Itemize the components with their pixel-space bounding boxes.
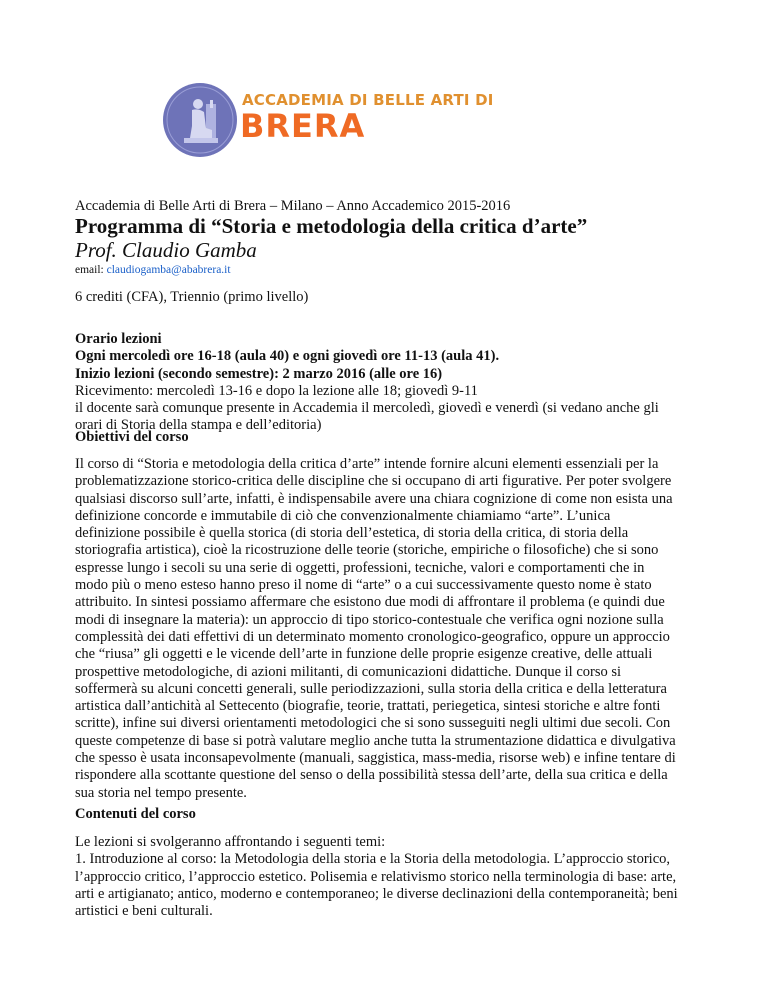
paragraph-line: problematizzazione storico-critica delle discipline che si occupano di arti figurative. Per poter svolgere [75, 473, 672, 490]
contents-heading: Contenuti del corso [75, 806, 196, 822]
schedule-line: Ogni mercoledì ore 16-18 (aula 40) e ogni giovedì ore 11-13 (aula 41). [75, 348, 500, 365]
program-title: Programma di “Storia e metodologia della critica d’arte” [75, 214, 588, 238]
brera-logo [160, 82, 560, 154]
schedule-heading: Orario lezioni [75, 331, 162, 347]
paragraph-line: definizione concorde e immutabile di ciò che convenzionalmente chiamiamo “arte”. L’unica [75, 507, 611, 524]
paragraph-line: definizione possibile è quella storica (di storia dell’estetica, di storia della critica, di storia della [75, 525, 629, 542]
professor-name: Prof. Claudio Gamba [75, 238, 257, 262]
paragraph-line: soffermerà su alcuni concetti generali, sulle periodizzazioni, sulla storia della critica e della letteratura [75, 680, 667, 697]
contents-intro: Le lezioni si svolgeranno affrontando i seguenti temi: [75, 834, 386, 850]
contents-line: 1. Introduzione al corso: la Metodologia della storia e la Storia della metodologia. L’approccio storico, [75, 851, 671, 868]
academy-subtitle: Accademia di Belle Arti di Brera – Milano – Anno Accademico 2015-2016 [75, 198, 511, 214]
paragraph-line: queste competenze di base si potrà valutare meglio anche tutta la strumentazione didattica e divulgativa [75, 732, 676, 749]
contents-paragraph [75, 834, 707, 920]
objectives-paragraph [75, 456, 707, 802]
logo-institution-line: ACCADEMIA DI BELLE ARTI DI [242, 91, 494, 109]
office-hours-line: Ricevimento: mercoledì 13-16 e dopo la lezione alle 18; giovedì 9-11 [75, 382, 478, 399]
paragraph-line: artistica dall’antichità al Settecento (biografie, teorie, trattati, periegetica, sintesi storiche e altre fonti [75, 698, 661, 715]
paragraph-line: qualsiasi discorso sull’arte, infatti, è indispensabile avere una chiara cognizione di come non esista una [75, 490, 673, 507]
paragraph-line: che spesso è usata inconsapevolmente (manuali, saggistica, mass-media, risorse web) e infine tentare di [75, 750, 676, 767]
paragraph-line: rispondere alla scottante questione del senso o della possibilità stessa dell’arte, della sua critica e della [75, 767, 668, 784]
paragraph-line: storiografia artistica), cioè la ricostruzione delle teorie (storiche, empiriche o filosofiche) che si sono [75, 542, 659, 559]
paragraph-line: scritte), infine sui diversi orientamenti metodologici che si sono susseguiti negli ultimi due secoli. Con [75, 715, 671, 732]
paragraph-line: Il corso di “Storia e metodologia della critica d’arte” intende fornire alcuni elementi essenziali per la [75, 456, 659, 472]
paragraph-line: sua storia nel tempo presente. [75, 784, 247, 801]
paragraph-line: che “riusa” gli oggetti e le vicende dell’arte in funzione delle proprie esigenze creative, delle attuali [75, 646, 653, 663]
email-label: email: [75, 264, 107, 276]
logo-brera-wordmark: BRERA [240, 107, 366, 145]
paragraph-line: attribuito. In sintesi possiamo affermare che esistono due modi di affrontare il problema (e quindi due [75, 594, 665, 611]
presence-line-cont: orari di Storia della stampa e dell’editoria) [75, 417, 322, 434]
schedule-section [75, 331, 707, 435]
paragraph-line: prospettive metodologiche, di azioni militanti, di comunicazioni didattiche. Dunque il corso si [75, 663, 622, 680]
paragraph-line: complessità dei dati effettivi di un determinato momento cronologico-geografico, oppure un approccio [75, 628, 670, 645]
contents-line: l’approccio critico, l’approccio estetico. Polisemia e relativismo storico nella terminologia di base: arte, [75, 868, 677, 885]
contents-line: arti e artigianato; antico, moderno e contemporaneo; le diverse declinazioni della contemporaneità; beni [75, 885, 678, 902]
contents-line: artistici e beni culturali. [75, 903, 213, 920]
schedule-start-line: Inizio lezioni (secondo semestre): 2 marzo 2016 (alle ore 16) [75, 365, 443, 382]
paragraph-line: modo più o meno esteso hanno preso il nome di “arte” o a cui successivamente questo nome è stato [75, 577, 652, 594]
credits-text: 6 crediti (CFA), Triennio (primo livello) [75, 289, 309, 305]
paragraph-line: modi di insegnare la materia): un approccio di tipo storico-contestuale che verifica ogni nozione sulla [75, 611, 664, 628]
email-link[interactable]: claudiogamba@ababrera.it [106, 264, 231, 276]
paragraph-line: espresse lungo i secoli su una serie di oggetti, professioni, tecniche, valori e comportamenti che in [75, 559, 645, 576]
presence-line: il docente sarà comunque presente in Accademia il mercoledì, giovedì e venerdì (si vedano anche gli [75, 400, 659, 417]
objectives-heading: Obiettivi del corso [75, 429, 189, 445]
email-line [75, 264, 231, 276]
brera-seal-icon [162, 82, 238, 158]
